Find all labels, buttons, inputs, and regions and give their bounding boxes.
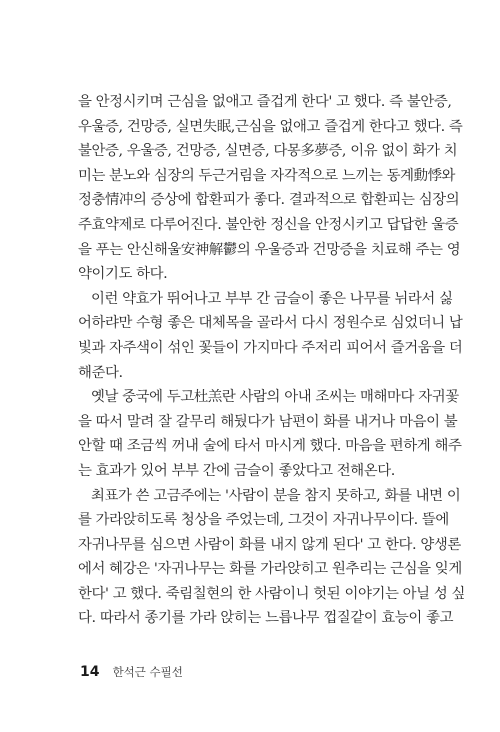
text-line: 옛날 중국에 두고杜羔란 사람의 아내 조씨는 매해마다 자귀꽃 xyxy=(91,389,459,406)
text-line: 정충情冲의 증상에 합환피가 좋다. 결과적으로 합환피는 심장의 xyxy=(78,192,460,209)
text-line: 어하랴만 수형 좋은 대체목을 골라서 다시 정원수로 심었더니 납 xyxy=(78,315,463,332)
page-number: 14 xyxy=(80,664,100,680)
text-line: 안할 때 조금씩 꺼내 술에 타서 마시게 했다. 마음을 편하게 해주 xyxy=(78,438,462,455)
text-line: 이런 약효가 뛰어나고 부부 간 금슬이 좋은 나무를 뉘라서 싫 xyxy=(91,290,453,307)
text-line: 를 가라앉히도록 청상을 주었는데, 그것이 자귀나무이다. 뜰에 xyxy=(78,512,449,529)
paragraph-4 xyxy=(78,484,466,632)
text-line: 에서 혜강은 '자귀나무는 화를 가라앉히고 원추리는 근심을 잊게 xyxy=(78,561,462,578)
page-footer xyxy=(80,660,183,682)
body-text xyxy=(78,90,466,631)
text-line: 자귀나무를 심으면 사람이 화를 내지 않게 된다' 고 한다. 양생론 xyxy=(78,536,461,553)
paragraph-3 xyxy=(78,385,462,483)
text-line: 해준다. xyxy=(78,364,123,381)
text-line: 미는 분노와 심장의 두근거림을 자각적으로 느끼는 동계動悸와 xyxy=(78,167,456,184)
text-line: 는 효과가 있어 부부 간에 금슬이 좋았다고 전해온다. xyxy=(78,462,395,479)
text-line: 주효약제로 다루어진다. 불안한 정신을 안정시키고 답답한 울증 xyxy=(78,216,459,233)
text-line: 한다' 고 했다. 죽림칠현의 한 사람이니 헛된 이야기는 아닐 성 싶 xyxy=(78,585,466,602)
text-line: 을 안정시키며 근심을 없애고 즐겁게 한다' 고 했다. 즉 불안증, xyxy=(78,94,452,110)
text-line: 불안증, 우울증, 건망증, 실면증, 다몽多夢증, 이유 없이 화가 치 xyxy=(78,143,458,160)
text-line: 을 따서 말려 잘 갈무리 해뒀다가 남편이 화를 내거나 마음이 불 xyxy=(78,413,458,430)
text-line: 다. 따라서 종기를 가라 앉히는 느릅나무 껍질같이 효능이 좋고 xyxy=(78,610,454,627)
text-line: 빛과 자주색이 섞인 꽃들이 가지마다 주저리 피어서 즐거움을 더 xyxy=(78,339,463,356)
text-line: 약이기도 하다. xyxy=(78,266,168,283)
text-line: 우울증, 건망증, 실면失眠,근심을 없애고 즐겁게 한다고 했다. 즉 xyxy=(78,118,463,135)
paragraph-2 xyxy=(78,287,463,385)
text-line: 최표가 쓴 고금주에는 '사람이 분을 참지 못하고, 화를 내면 이 xyxy=(91,487,461,504)
text-line: 을 푸는 안신해울安神解鬱의 우울증과 건망증을 치료해 주는 영 xyxy=(78,241,461,258)
running-title: 한석근 수필선 xyxy=(112,665,183,679)
paragraph-1 xyxy=(78,90,463,287)
